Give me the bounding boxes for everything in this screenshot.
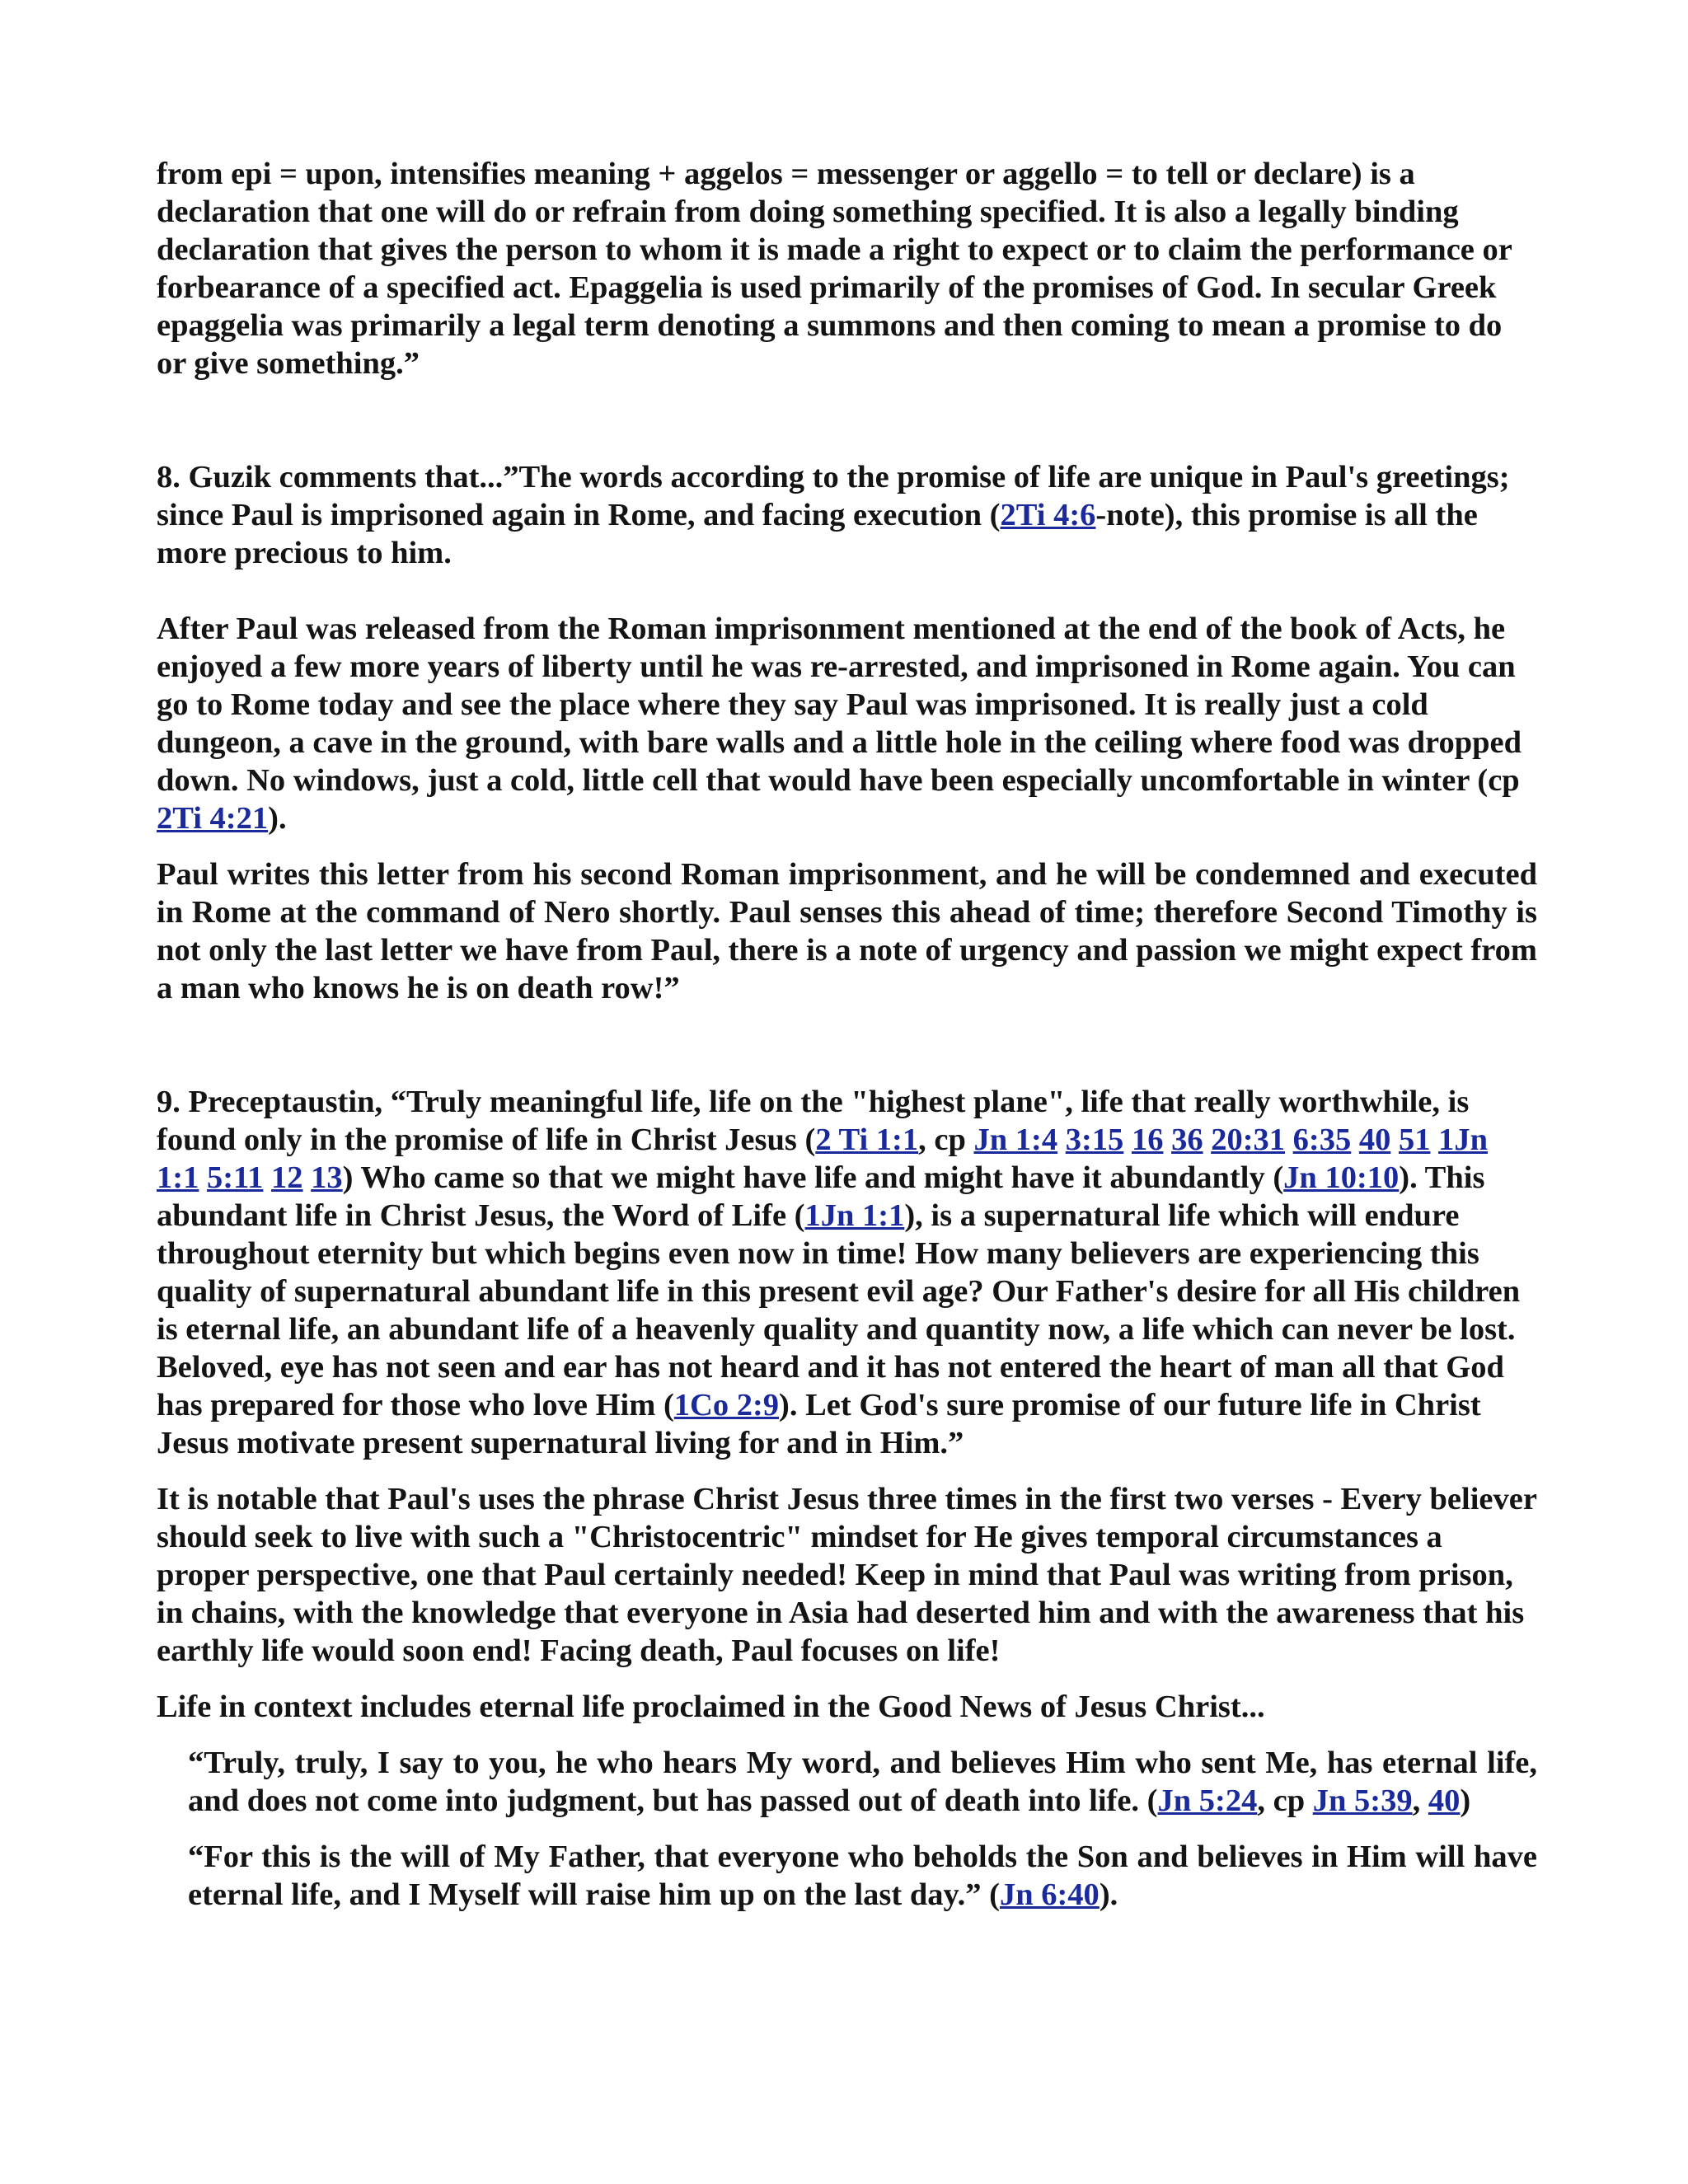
document-page — [157, 155, 1537, 1914]
link-jn-20-31[interactable]: 20:31 — [1211, 1122, 1286, 1157]
paragraph-guzik-comment: 8. Guzik comments that...”The words according to the promise of life are unique in Paul's greetings; since Paul is imprisoned again in Rome, and facing execution (2Ti 4:6-note), this promise is all the more precious to him. — [157, 460, 1510, 570]
link-jn-3-16[interactable]: 16 — [1131, 1122, 1164, 1157]
paragraph-roman-imprisonment: After Paul was released from the Roman imprisonment mentioned at the end of the book of Acts, he enjoyed a few more years of liberty until he was re-arrested, and imprisoned in Rome again. You can go to Rome today and see the place where they say Paul was imprisoned. It is really just a cold dungeon, a cave in the ground, with bare walls and a little hole in the ceiling where food was dropped down. No windows, just a cold, little cell that would have been especially uncomfortable in winter (cp 2Ti 4:21). — [157, 612, 1522, 836]
link-2ti-4-21[interactable]: 2Ti 4:21 — [157, 801, 269, 836]
link-jn-3-15[interactable]: 3:15 — [1065, 1122, 1124, 1157]
paragraph-second-imprisonment: Paul writes this letter from his second Roman imprisonment, and he will be condemned and executed in Rome at the command of Nero shortly. Paul senses this ahead of time; therefore Second Timothy is not only the last letter we have from Paul, there is a note of urgency and passion we might expect from a man who knows he is on death row!” — [157, 857, 1537, 1005]
link-1jn-1-1-word-of-life[interactable]: 1Jn 1:1 — [804, 1198, 905, 1233]
link-jn-6-40-quote[interactable]: Jn 6:40 — [999, 1877, 1100, 1912]
link-2ti-4-6[interactable]: 2Ti 4:6 — [1000, 498, 1096, 532]
link-jn-5-39[interactable]: Jn 5:39 — [1312, 1783, 1413, 1818]
link-1co-2-9[interactable]: 1Co 2:9 — [673, 1388, 780, 1422]
link-jn-5-40[interactable]: 40 — [1428, 1783, 1461, 1818]
paragraph-epaggelia-definition: from epi = upon, intensifies meaning + aggelos = messenger or aggello = to tell or declare) is a declaration that one will do or refrain from doing something specified. It is also a legally binding declaration that gives the person to whom it is made a right to expect or to claim the performance or forbearance of a specified act. Epaggelia is used primarily of the promises of God. In secular Greek epaggelia was primarily a legal term denoting a summons and then coming to mean a promise to do or give something.” — [157, 157, 1512, 381]
link-1jn-5-11[interactable]: 5:11 — [206, 1160, 264, 1195]
link-jn-6-40[interactable]: 40 — [1358, 1122, 1391, 1157]
quote-jn-6-40: “For this is the will of My Father, that everyone who beholds the Son and believes in Him will have eternal life, and I Myself will raise him up on the last day.” (Jn 6:40). — [188, 1840, 1537, 1912]
link-jn-6-51[interactable]: 51 — [1398, 1122, 1431, 1157]
link-1jn-5-13[interactable]: 13 — [311, 1160, 343, 1195]
paragraph-christ-jesus-three-times: It is notable that Paul's uses the phrase Christ Jesus three times in the first two verses - Every believer should seek to live with such a "Christocentric" mindset for He gives temporal circumstances a proper perspective, one that Paul certainly needed! Keep in mind that Paul was writing from prison, in chains, with the knowledge that everyone in Asia had deserted him and with the awareness that his earthly life would soon end! Facing death, Paul focuses on life! — [157, 1482, 1537, 1668]
link-1jn-5-12[interactable]: 12 — [271, 1160, 303, 1195]
link-jn-3-36[interactable]: 36 — [1171, 1122, 1203, 1157]
paragraph-life-in-context: Life in context includes eternal life proclaimed in the Good News of Jesus Christ... — [157, 1690, 1265, 1724]
quote-jn-5-24: “Truly, truly, I say to you, he who hears My word, and believes Him who sent Me, has eternal life, and does not come into judgment, but has passed out of death into life. (Jn 5:24, cp Jn 5:39, 40) — [188, 1746, 1537, 1818]
link-jn-6-35[interactable]: 6:35 — [1292, 1122, 1352, 1157]
link-jn-1-4[interactable]: Jn 1:4 — [973, 1122, 1058, 1157]
link-jn-10-10[interactable]: Jn 10:10 — [1283, 1160, 1400, 1195]
paragraph-preceptaustin: 9. Preceptaustin, “Truly meaningful life, life on the "highest plane", life that really worthwhile, is found only in the promise of life in Christ Jesus (2 Ti 1:1, cp Jn 1:4 3:15 16 36 20:31 6:35 40 51 1Jn 1:1 5:11 12 13) Who came so that we might have life and might have it abundantly (Jn 10:10). This abundant life in Christ Jesus, the Word of Life (1Jn 1:1), is a supernatural life which will endure throughout eternity but which begins even now in time! How many believers are experiencing this quality of supernatural abundant life in this present evil age? Our Father's desire for all His children is eternal life, an abundant life of a heavenly quality and quantity now, a life which can never be lost. Beloved, eye has not seen and ear has not heard and it has not entered the heart of man all that God has prepared for those who love Him (1Co 2:9). Let God's sure promise of our future life in Christ Jesus motivate present supernatural living for and in Him.” — [157, 1085, 1521, 1460]
link-2ti-1-1[interactable]: 2 Ti 1:1 — [815, 1122, 919, 1157]
link-jn-5-24[interactable]: Jn 5:24 — [1157, 1783, 1258, 1818]
link-1jn-1-1[interactable]: 1Jn 1:1 — [157, 1122, 1489, 1195]
